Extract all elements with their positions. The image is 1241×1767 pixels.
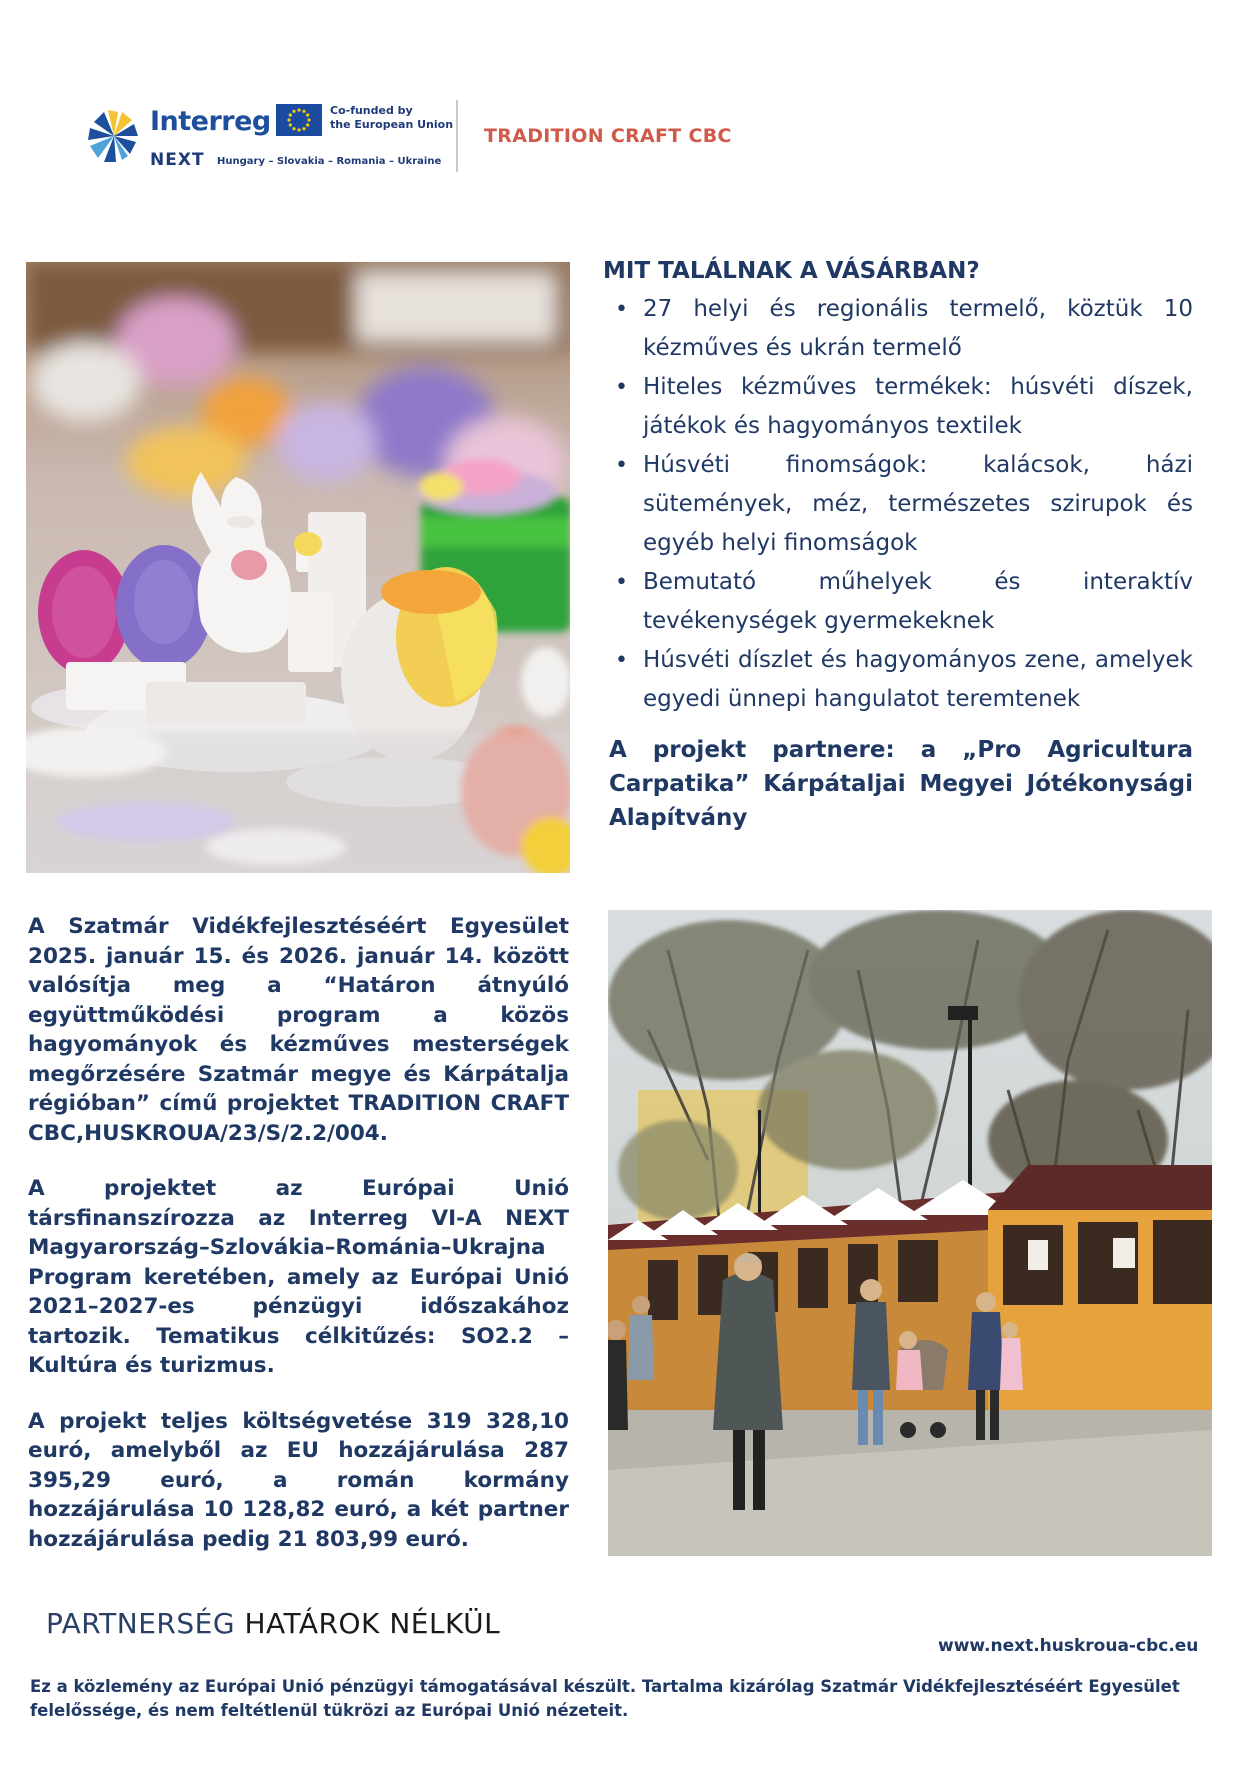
eu-cofunded-text: Co-funded by the European Union: [330, 104, 454, 131]
funding-paragraph: A projektet az Európai Unió társfinanszírozza az Interreg VI-A NEXT Magyarország–Szlovákia–Románia–Ukrajna Program keretében, amely az Európai Unió 2021–2027-es pénzügyi időszakához tartozik. Tematikus célkitűzés: SO2.2 – Kultúra és turizmus.: [28, 1176, 569, 1378]
list-item: • Húsvéti finomságok: kalácsok, házi sütemények, méz, természetes szirupok és egyéb helyi finomságok: [603, 446, 1193, 563]
market-heading: MIT TALÁLNAK A VÁSÁRBAN?: [603, 258, 980, 284]
project-description: [28, 912, 569, 1580]
easter-candles-photo: [26, 262, 570, 873]
market-stalls-photo: [608, 910, 1212, 1556]
interreg-logo: [84, 100, 464, 180]
slogan-part-2: HATÁROK NÉLKÜL: [244, 1607, 501, 1640]
header-divider: [456, 100, 458, 172]
logo-countries: Hungary – Slovakia – Romania – Ukraine: [217, 156, 442, 167]
eu-flag-icon: [276, 104, 322, 136]
project-tag: TRADITION CRAFT CBC: [484, 125, 732, 147]
budget-paragraph: A projekt teljes költségvetése 319 328,10 euró, amelyből az EU hozzájárulása 287 395,29 euró, a román kormány hozzájárulása 10 128,82 euró, a két partner hozzájárulása pedig 21 803,99 euró.: [28, 1408, 569, 1552]
interreg-star-icon: [84, 106, 144, 166]
list-item: • 27 helyi és regionális termelő, köztük 10 kézműves és ukrán termelő: [603, 290, 1193, 368]
market-section: [603, 258, 1193, 835]
list-item: • Bemutató műhelyek és interaktív tevékenységek gyermekeknek: [603, 563, 1193, 641]
list-item: • Hiteles kézműves termékek: húsvéti díszek, játékok és hagyományos textilek: [603, 368, 1193, 446]
intro-paragraph: A Szatmár Vidékfejlesztéséért Egyesület 2025. január 15. és 2026. január 14. között valósítja meg a “Határon átnyúló együttműködési program a közös hagyományok és kézműves mesterségek megőrzésére Szatmár megye és Kárpátalja régióban” című projektet TRADITION CRAFT CBC,HUSKROUA/23/S/2.2/004.: [28, 914, 569, 1146]
market-list: [603, 290, 1193, 719]
slogan: [46, 1607, 500, 1640]
project-partner: A projekt partnere: a „Pro Agricultura Carpatika” Kárpátaljai Megyei Jótékonysági Alapítvány: [609, 737, 1193, 831]
website-link[interactable]: www.next.huskroua-cbc.eu: [938, 1636, 1199, 1656]
list-item: • Húsvéti díszlet és hagyományos zene, amelyek egyedi ünnepi hangulatot teremtenek: [603, 641, 1193, 719]
logo-word: Interreg: [150, 106, 271, 137]
slogan-part-1: PARTNERSÉG: [46, 1607, 236, 1640]
logo-next: NEXT: [150, 150, 205, 170]
disclaimer: Ez a közlemény az Európai Unió pénzügyi támogatásával készült. Tartalma kizárólag Szatmár Vidékfejlesztéséért Egyesület felelőssége, és nem feltétlenül tükrözi az Európai Unió nézeteit.: [30, 1677, 1180, 1720]
